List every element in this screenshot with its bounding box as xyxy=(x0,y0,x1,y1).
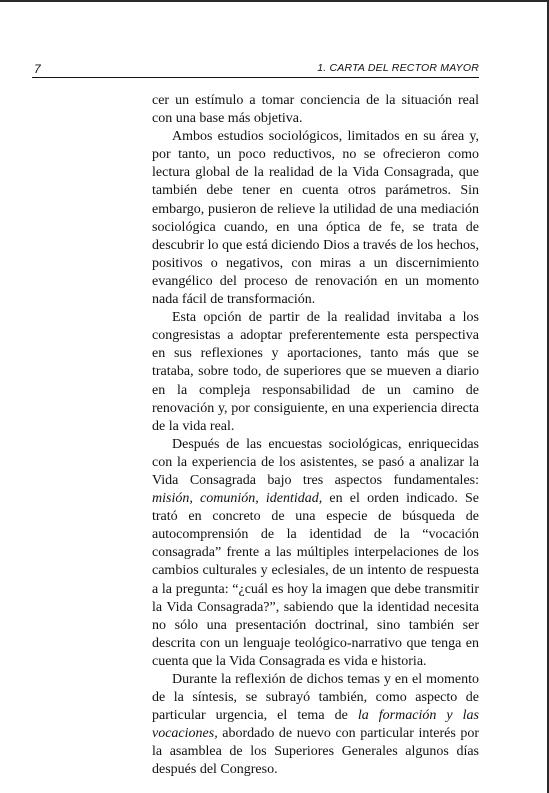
body-text xyxy=(152,92,479,780)
paragraph-1: cer un estímulo a tomar conciencia de la situación real con una base más objetiva. xyxy=(152,93,479,127)
paragraph-4 xyxy=(152,436,479,671)
header-rule xyxy=(32,77,479,78)
paragraph-2: Ambos estudios sociológicos, limitados en su área y, por tanto, un poco reductivos, no se ofrecieron como lectura global de la realidad de la Vida Consagrada, que también debe tener en cuenta otros parámetros. Sin embargo, pusieron de relieve la utilidad de una mediación sociológica cuando, en una óptica de fe, se trata de descubrir lo que está diciendo Dios a través de los hechos, positivos o negativos, con miras a un discernimiento evangélico del proceso de renovación en un momento nada fácil de transformación. xyxy=(152,129,479,308)
paragraph-5-text-a: Durante la reflexión de dichos temas y en el momento de la síntesis, se subrayó también, como aspecto de particular urgencia, el tema de xyxy=(152,672,479,724)
paragraph-3: Esta opción de partir de la realidad invitaba a los congresistas a adoptar preferentemente esta perspectiva en sus reflexiones y aportaciones, tanto más que se trataba, sobre todo, de superiores que se mueven a diario en la compleja responsabilidad de un camino de renovación y, por consiguiente, en una experiencia directa de la vida real. xyxy=(152,310,479,434)
paragraph-4-text-a: Después de las encuestas sociológicas, enriquecidas con la experiencia de los asistentes, se pasó a analizar la Vida Consagrada bajo tres aspectos fundamentales: xyxy=(152,436,479,488)
paragraph-5-text-b: abordado de nuevo con particular interés por la asamblea de los Superiores Generales algunos días después del Congreso. xyxy=(152,726,479,778)
scan-border-top xyxy=(0,0,549,2)
page-number: 7 xyxy=(34,62,41,76)
paragraph-4-italic: misión, comunión, identidad, xyxy=(152,491,323,507)
paragraph-5-italic: la formación y las vocaciones, xyxy=(152,708,479,742)
paragraph-4-text-b: en el orden indicado. Se trató en concreto de una especie de búsqueda de autocomprensión de la identidad de la “vocación consagrada” frente a las múltiples interpelaciones de los cambios culturales y eclesiales, de un intento de respuesta a la pregunta: “¿cuál es hoy la imagen que debe transmitir la Vida Consagrada?”, sabiendo que la identidad necesita no sólo una presentación doctrinal, sino también ser descrita con un lenguaje teológico-narrativo que tenga en cuenta que la Vida Consagrada es vida e historia. xyxy=(152,491,479,669)
paragraph-5 xyxy=(152,671,479,780)
running-header-title: 1. CARTA DEL RECTOR MAYOR xyxy=(317,62,479,74)
